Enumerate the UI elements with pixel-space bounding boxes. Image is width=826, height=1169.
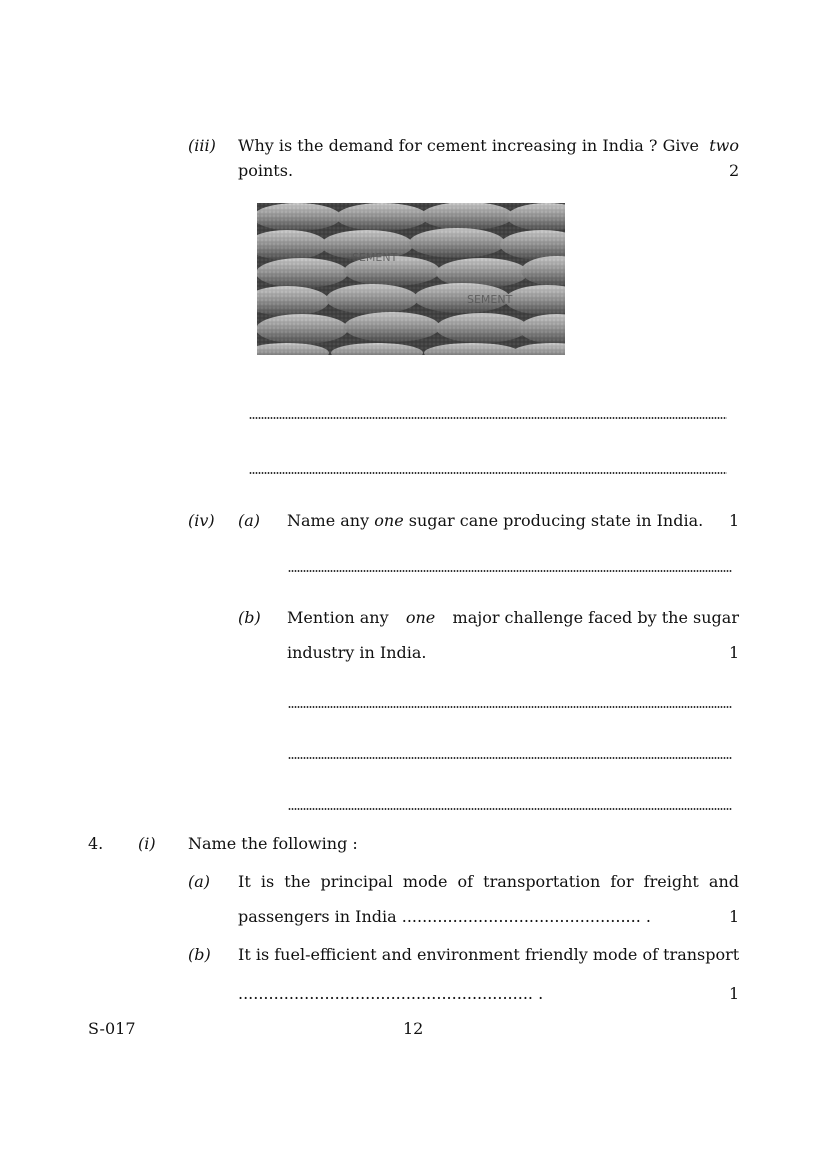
- q3-iv-a-text-pre: Name any: [287, 511, 370, 530]
- q3-iv-b-emphasis: one: [405, 608, 436, 627]
- q3-iii-marks: 2: [729, 161, 740, 180]
- q3-iii-emphasis: two: [709, 136, 739, 155]
- q3-iv-b-text-pre: Mention any: [287, 608, 389, 627]
- q4-b-marks: 1: [729, 984, 740, 1003]
- bag-label-text-2: SEMENT: [467, 293, 513, 306]
- q3-iv-b-label: (b): [238, 608, 261, 627]
- q3-iv-b-line1: [287, 608, 739, 627]
- answer-line[interactable]: [249, 472, 727, 474]
- q3-iv-number: (iv): [188, 511, 215, 530]
- cement-bags-illustration: [257, 203, 565, 355]
- q3-iv-b-line2: industry in India.: [287, 643, 427, 662]
- q4-a-label: (a): [188, 872, 211, 891]
- q3-iv-a-text-post: sugar cane producing state in India.: [408, 511, 704, 530]
- paper-code: S-017: [88, 1019, 136, 1038]
- q3-iii-line1: [238, 136, 739, 155]
- q3-iv-b-text-post: major challenge faced by the sugar: [452, 608, 739, 627]
- cement-bags-image: [257, 203, 565, 355]
- q4-sub-number: (i): [138, 834, 156, 853]
- q4-a-line1: It is the principal mode of transportation for freight and: [238, 872, 739, 891]
- q4-a-line2[interactable]: passengers in India ............................................... .: [238, 907, 651, 926]
- q4-b-label: (b): [188, 945, 211, 964]
- answer-line[interactable]: [288, 570, 732, 572]
- answer-line[interactable]: [288, 706, 732, 708]
- q3-iv-b-marks: 1: [729, 643, 740, 662]
- q4-number: 4.: [88, 834, 104, 853]
- answer-line[interactable]: [288, 808, 732, 810]
- q4-heading: Name the following :: [188, 834, 358, 853]
- q3-iv-a-label: (a): [238, 511, 261, 530]
- q4-b-line2[interactable]: .......................................................... .: [238, 984, 544, 1003]
- q3-iii-text: Why is the demand for cement increasing in India ? Give: [238, 136, 699, 155]
- q4-a-marks: 1: [729, 907, 740, 926]
- bag-label-text: SEMENT: [352, 251, 398, 264]
- answer-line[interactable]: [288, 757, 732, 759]
- q3-iv-a-marks: 1: [729, 511, 740, 530]
- q3-iv-a-emphasis: one: [374, 511, 404, 530]
- q3-iii-number: (iii): [188, 136, 216, 155]
- answer-line[interactable]: [249, 417, 727, 419]
- page-number: 12: [403, 1019, 424, 1038]
- q4-b-line1: It is fuel-efficient and environment friendly mode of transport: [238, 945, 740, 964]
- q3-iii-line2: points.: [238, 161, 294, 180]
- q3-iv-a-text: [287, 511, 703, 530]
